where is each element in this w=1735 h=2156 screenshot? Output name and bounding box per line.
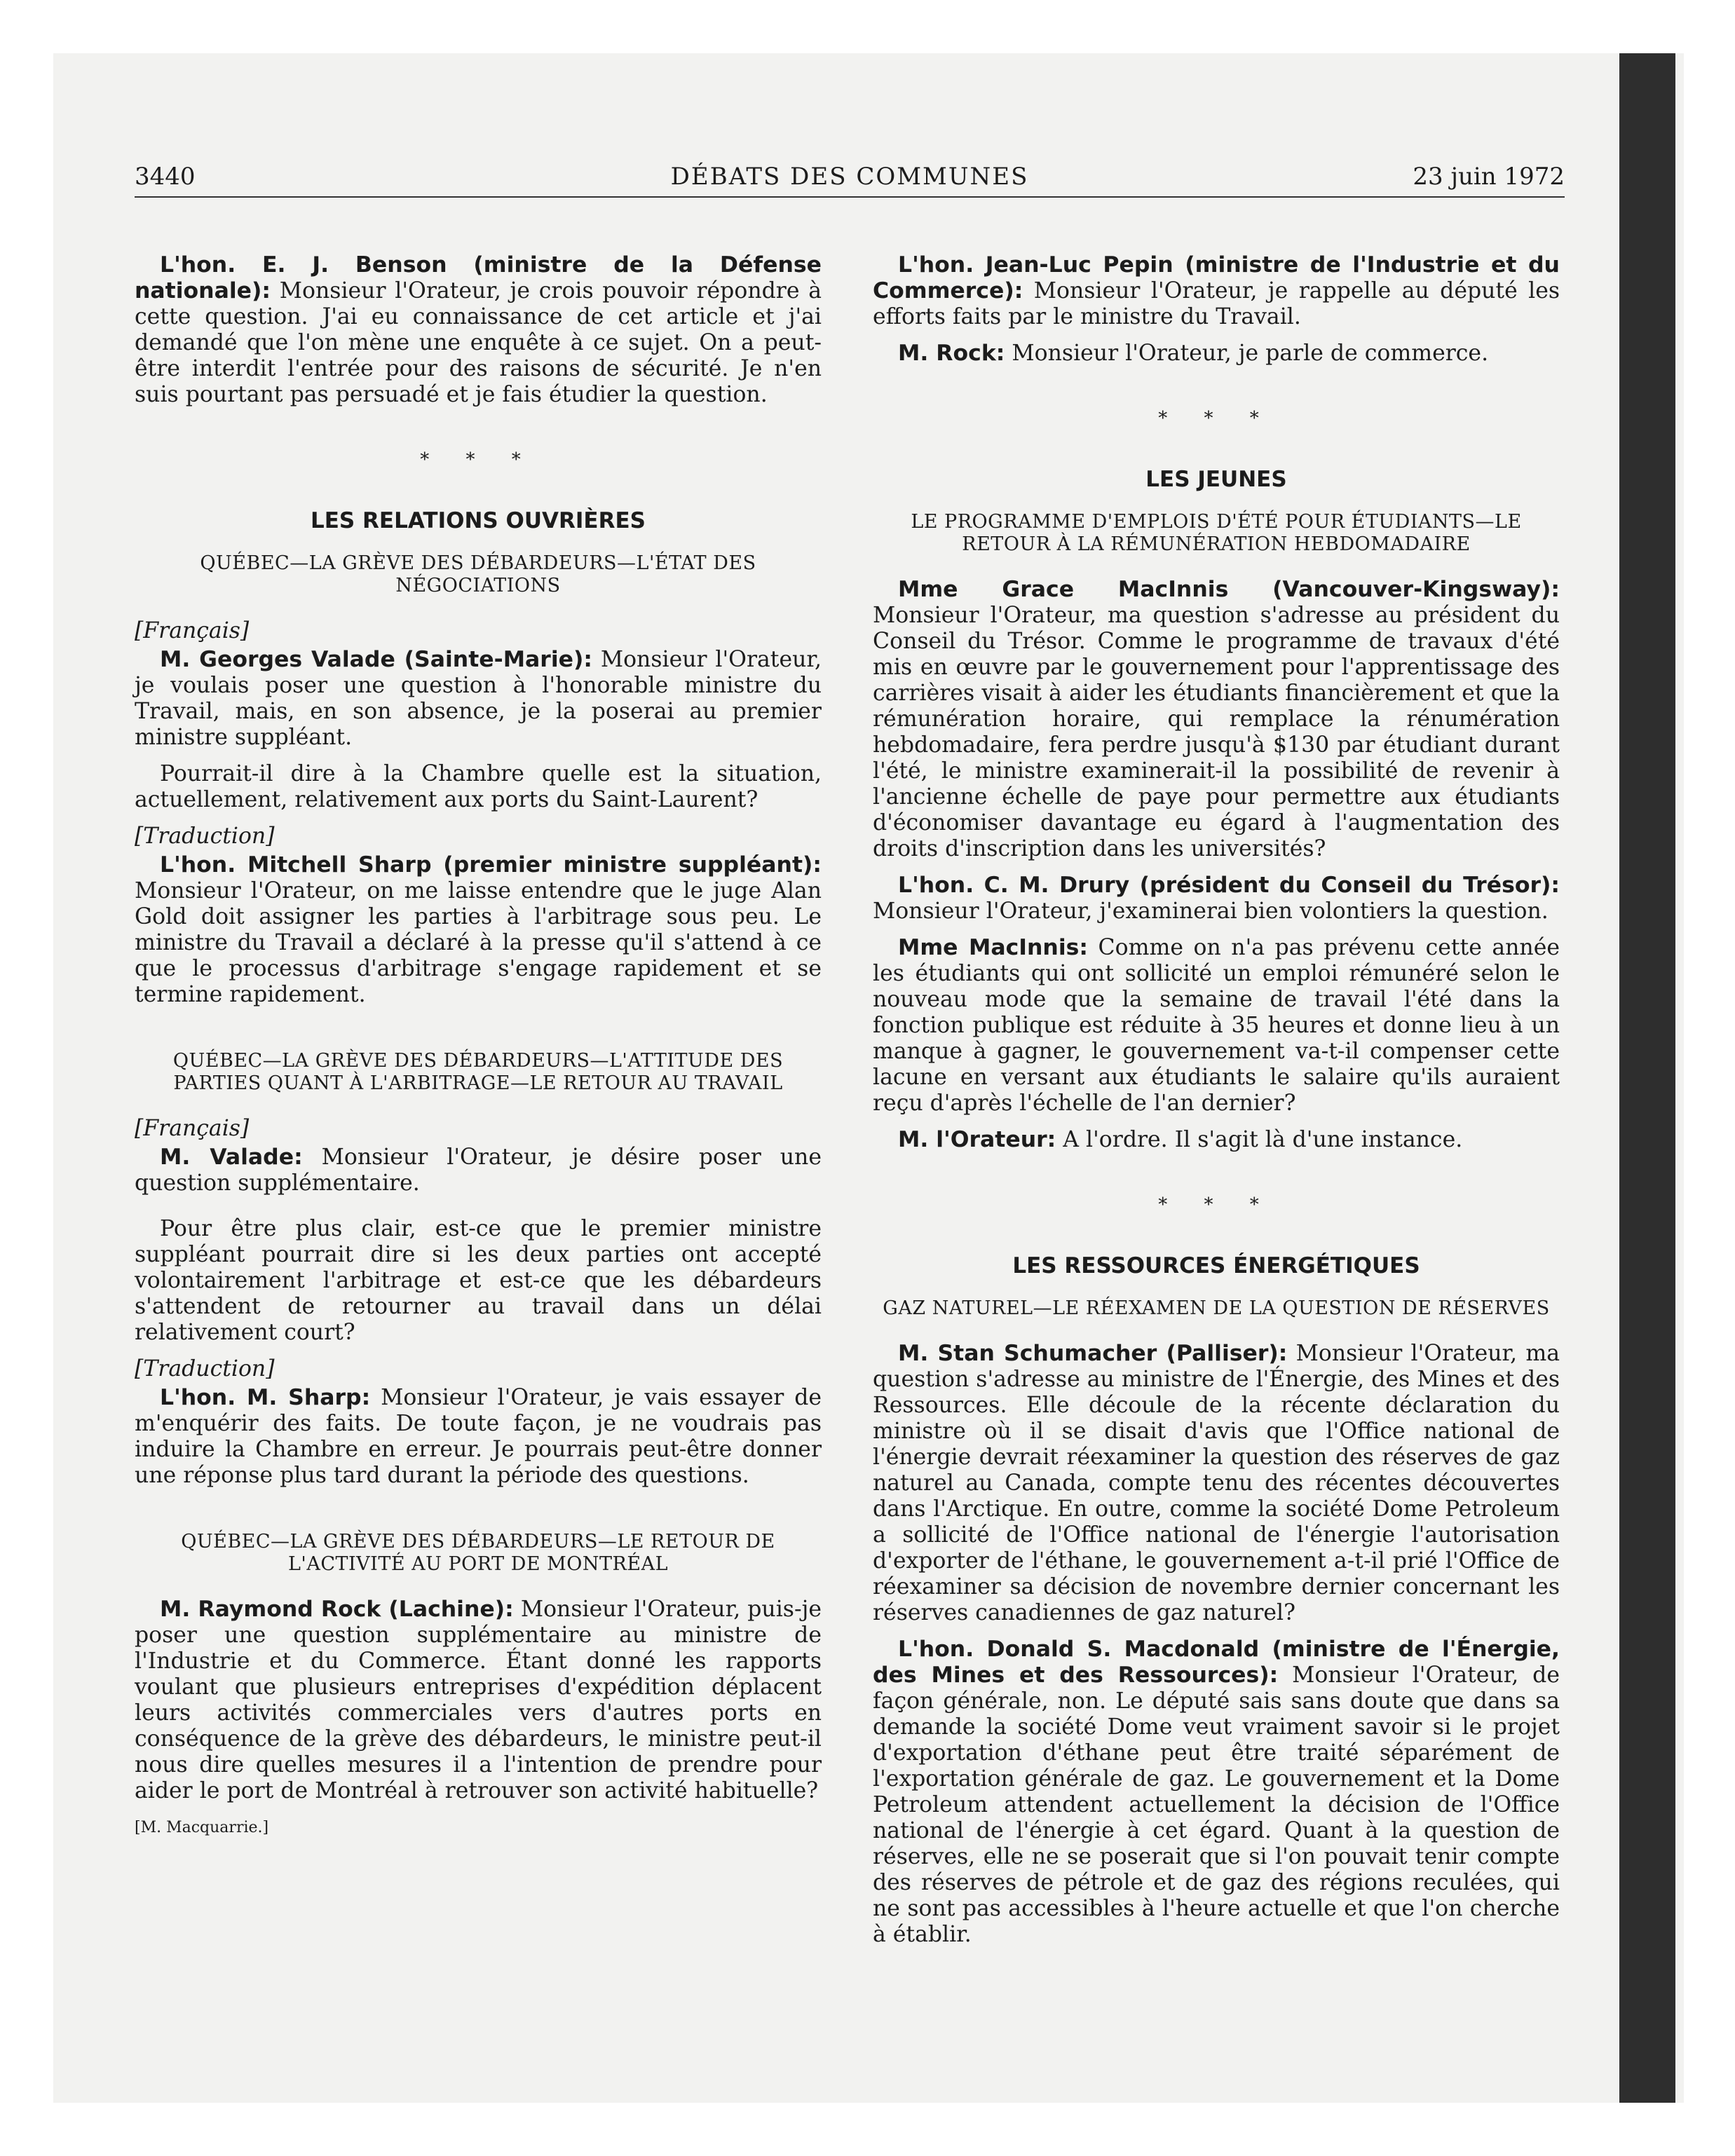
speaker-name: M. Raymond Rock (Lachine): — [160, 1597, 514, 1622]
speech-text: Monsieur l'Orateur, je désire poser une question supplémentaire. — [135, 1145, 822, 1196]
subsection-heading: LE PROGRAMME D'EMPLOIS D'ÉTÉ POUR ÉTUDIANTS—LE RETOUR À LA RÉMUNÉRATION HEBDOMADAIRE — [911, 511, 1522, 555]
right-column — [873, 252, 1560, 1958]
speech-text: Monsieur l'Orateur, j'examinerai bien volontiers la question. — [873, 899, 1549, 924]
speaker-name: M. l'Orateur: — [898, 1127, 1056, 1152]
paragraph — [135, 647, 822, 751]
paragraph — [873, 935, 1560, 1117]
section-heading: LES RELATIONS OUVRIÈRES — [310, 508, 646, 533]
page-date: 23 juin 1972 — [1413, 163, 1565, 191]
speech-text: Monsieur l'Orateur, je parle de commerce. — [1012, 341, 1489, 366]
paragraph — [873, 873, 1560, 925]
speech-text: Monsieur l'Orateur, on me laisse entendre que le juge Alan Gold doit assigner les parties à l'arbitrage sous peu. Le ministre du Travail a déclaré à la presse qu'il s'attend à ce que le processus d'arbitrage s'engage rapidement et se termine rapidement. — [135, 878, 822, 1007]
page-header — [135, 163, 1565, 198]
speaker-footnote: [M. Macquarrie.] — [135, 1819, 269, 1836]
section-separator: * * * — [1158, 408, 1274, 429]
speech-text: Monsieur l'Orateur, je voulais poser une question à l'honorable ministre du Travail, mais, en son absence, je la poserai au premier ministre suppléant. — [135, 647, 822, 750]
subsection-heading: GAZ NATUREL—LE RÉEXAMEN DE LA QUESTION DE RÉSERVES — [883, 1297, 1550, 1319]
subsection-heading: QUÉBEC—LA GRÈVE DES DÉBARDEURS—LE RETOUR DE L'ACTIVITÉ AU PORT DE MONTRÉAL — [181, 1531, 775, 1575]
speech-text: Monsieur l'Orateur, puis-je poser une question supplémentaire au ministre de l'Industrie et du Commerce. Étant donné les rapports voulant que plusieurs entreprises d'expédition déplacent leurs activités commerciales vers d'autres ports en conséquence de la grève des débardeurs, le ministre peut-il nous dire quelles mesures il a l'intention de prendre pour aider le port de Montréal à retrouver son activité habituelle? — [135, 1597, 822, 1803]
speech-text: Comme on n'a pas prévenu cette année les étudiants qui ont sollicité un emploi rémunéré selon le nouveau mode que la semaine de travail l'été dans la fonction publique est réduite à 35 heures et donne lieu à un manque à gagner, le gouvernement va-t-il compenser cette lacune en versant aux étudiants le salaire qu'ils auraient reçu d'après l'échelle de l'an dernier? — [873, 935, 1560, 1116]
subsection-heading: QUÉBEC—LA GRÈVE DES DÉBARDEURS—L'ATTITUDE DES PARTIES QUANT À L'ARBITRAGE—LE RETOUR AU TRAVAIL — [172, 1050, 784, 1094]
speaker-name: L'hon. E. J. Benson (ministre de la Défense nationale): — [135, 252, 822, 303]
speaker-name: M. Stan Schumacher (Palliser): — [898, 1341, 1288, 1366]
language-note: [Français] — [135, 618, 250, 643]
speech-text: Monsieur l'Orateur, je vais essayer de m'enquérir des faits. De toute façon, je ne voudrais pas induire la Chambre en erreur. Je pourrais peut-être donner une réponse plus tard durant la période des questions. — [135, 1385, 822, 1488]
speech-text: Monsieur l'Orateur, je crois pouvoir répondre à cette question. J'ai eu connaissance de cet article et j'ai demandé que l'on mène une enquête à ce sujet. On a peut-être interdit l'entrée pour des raisons de sécurité. Je n'en suis pourtant pas persuadé et je fais étudier la question. — [135, 278, 822, 407]
speaker-name: Mme Grace MacInnis (Vancouver-Kingsway): — [898, 577, 1560, 602]
speaker-name: Mme MacInnis: — [898, 935, 1089, 960]
speech-text: Monsieur l'Orateur, ma question s'adresse au ministre de l'Énergie, des Mines et des Ressources. Elle découle de la récente déclaration du ministre où il se disait d'avis que l'Office national de l'énergie devrait réexaminer la question des réserves de gaz naturel au Canada, compte tenu des récentes découvertes dans l'Arctique. En outre, comme la société Dome Petroleum a sollicité de l'Office national de l'énergie l'autorisation d'exporter de l'éthane, le gouvernement a-t-il prié l'Office de réexaminer sa décision de novembre dernier concernant les réserves canadiennes de gaz naturel? — [873, 1341, 1560, 1625]
paragraph: Pour être plus clair, est-ce que le premier ministre suppléant pourrait dire si les deux parties ont accepté volontairement l'arbitrage et est-ce que les débardeurs s'attendent de retourner au travail dans un délai relativement court? — [135, 1216, 822, 1345]
page-number: 3440 — [135, 163, 196, 191]
paragraph — [135, 252, 822, 408]
paragraph — [873, 1127, 1560, 1153]
speaker-name: L'hon. Jean-Luc Pepin (ministre de l'Industrie et du Commerce): — [873, 252, 1560, 303]
speaker-name: L'hon. M. Sharp: — [160, 1385, 371, 1410]
speech-text: Monsieur l'Orateur, je rappelle au député les efforts faits par le ministre du Travail. — [873, 278, 1560, 329]
language-note: [Traduction] — [135, 1356, 275, 1381]
speech-text: Monsieur l'Orateur, ma question s'adresse au président du Conseil du Trésor. Comme le programme de travaux d'été mis en œuvre par le gouvernement pour l'apprentissage des carrières visait à aider les étudiants financièrement et que la rémunération horaire, qui remplace la rénumération hebdomadaire, fera perdre jusqu'à $130 par étudiant durant l'été, le ministre examinerait-il la possibilité de revenir à l'ancienne échelle de paye pour permettre aux étudiants d'économiser davantage eu égard à l'augmentation des droits d'inscription dans les universités? — [873, 603, 1560, 861]
speaker-name: L'hon. Mitchell Sharp (premier ministre suppléant): — [160, 852, 822, 878]
paragraph — [873, 1341, 1560, 1626]
scan-edge-shadow — [1619, 53, 1675, 2103]
section-separator: * * * — [1158, 1194, 1274, 1215]
paragraph: Pourrait-il dire à la Chambre quelle est la situation, actuellement, relativement aux ports du Saint-Laurent? — [135, 761, 822, 812]
speaker-name: M. Valade: — [160, 1145, 303, 1170]
speaker-name: M. Rock: — [898, 341, 1005, 366]
left-column — [135, 252, 822, 1841]
paragraph — [135, 1597, 822, 1804]
paragraph — [873, 1637, 1560, 1948]
speaker-name: M. Georges Valade (Sainte-Marie): — [160, 647, 592, 672]
paragraph — [135, 852, 822, 1008]
speech-text: Monsieur l'Orateur, de façon générale, non. Le député sais sans doute que dans sa demande la société Dome veut vraiment savoir si le projet d'exportation d'éthane peut être traité séparément de l'exportation générale de gaz. Le gouvernement et la Dome Petroleum attendent actuellement la décision de l'Office national de l'énergie à cet égard. Quant à la question de réserves, elle ne se poserait que si l'on pouvait tenir compte des réserves de pétrole et de gaz des régions reculées, qui ne sont pas accessibles à l'heure actuelle et que l'on cherche à établir. — [873, 1663, 1560, 1947]
speaker-name: L'hon. C. M. Drury (président du Conseil du Trésor): — [898, 873, 1560, 898]
paragraph — [873, 577, 1560, 862]
language-note: [Traduction] — [135, 824, 275, 849]
language-note: [Français] — [135, 1116, 250, 1141]
speech-text: A l'ordre. Il s'agit là d'une instance. — [1063, 1127, 1463, 1152]
paragraph — [135, 1145, 822, 1196]
paragraph — [135, 1385, 822, 1489]
subsection-heading: QUÉBEC—LA GRÈVE DES DÉBARDEURS—L'ÉTAT DES NÉGOCIATIONS — [200, 552, 756, 596]
page-title: DÉBATS DES COMMUNES — [670, 163, 1029, 191]
speaker-name: L'hon. Donald S. Macdonald (ministre de l'Énergie, des Mines et des Ressources): — [873, 1637, 1560, 1688]
section-separator: * * * — [420, 449, 536, 470]
paragraph — [873, 252, 1560, 330]
paragraph — [873, 341, 1560, 367]
section-heading: LES RESSOURCES ÉNERGÉTIQUES — [1012, 1253, 1420, 1278]
section-heading: LES JEUNES — [1145, 467, 1287, 492]
